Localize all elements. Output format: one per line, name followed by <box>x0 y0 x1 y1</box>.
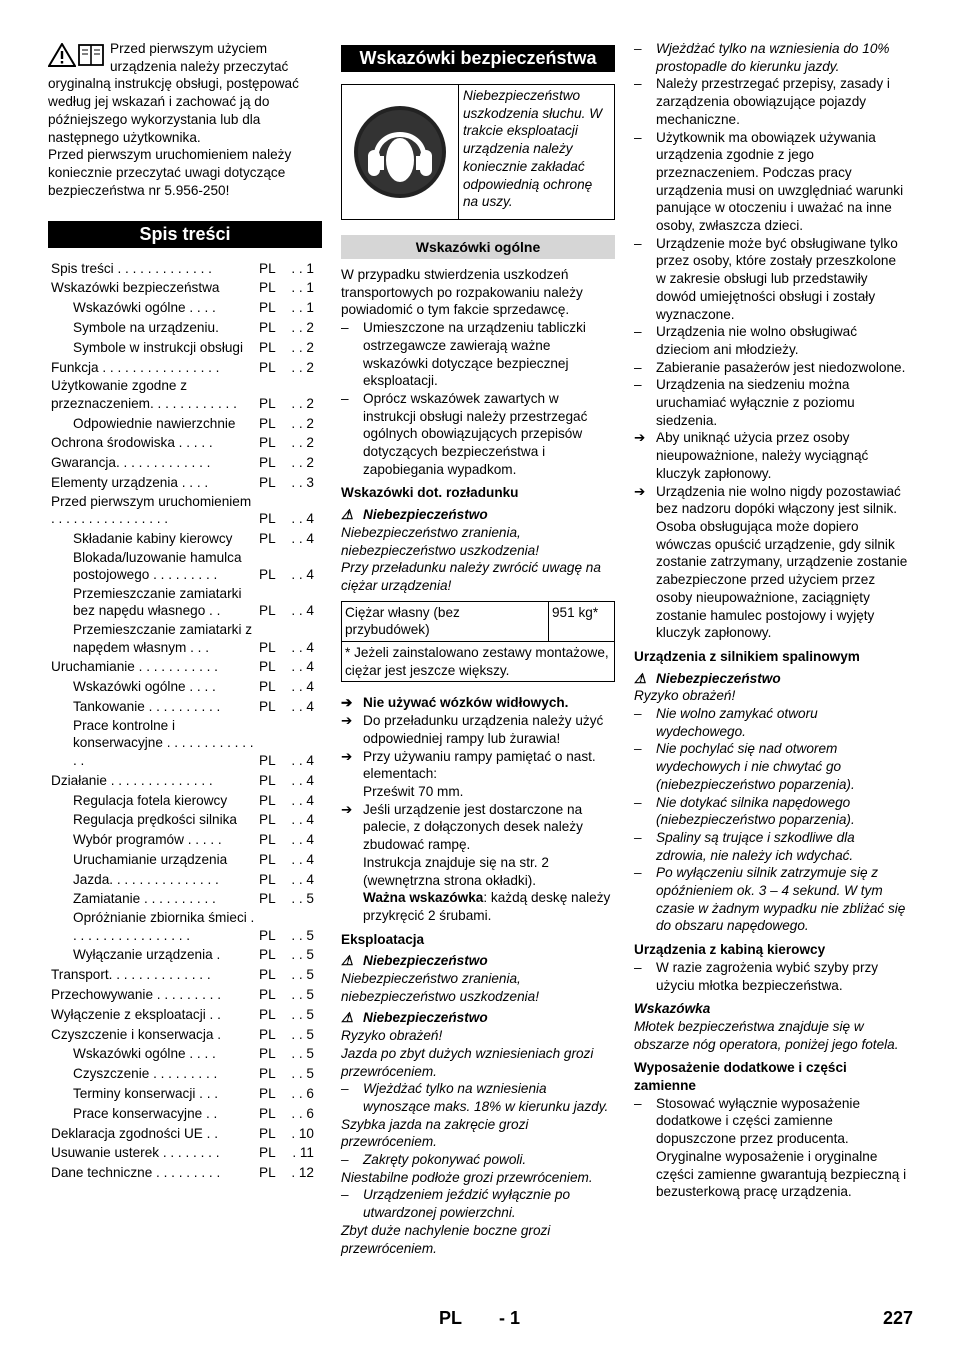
toc-entry[interactable] <box>48 318 322 337</box>
toc-entry-page: . . 4 <box>291 603 314 619</box>
toc-entry-title: Wskazówki ogólne . . . . <box>73 1046 216 1062</box>
engine-item: – Po wyłączeniu silnik zatrzymuje się z opóźnieniem ok. 3 – 4 sekund. W tym czasie w żadnym wypadku nie zbliżać się do obszaru napędowego. <box>634 865 906 934</box>
toc-entry-lang: PL <box>259 567 276 583</box>
engine-item: – Nie pochylać się nad otworem wydechowych i nie chwytać go (niebezpieczeństwo poparzenia). <box>634 741 855 792</box>
toc-entry-title: Regulacja prędkości silnika <box>73 812 237 828</box>
toc-entry-title: Czyszczenie . . . . . . . . . <box>73 1066 218 1082</box>
toc-entry-title: Elementy urządzenia . . . . <box>51 475 209 490</box>
loading-warning-2: Przy przeładunku należy zwrócić uwagę na ciężar urządzenia! <box>341 560 601 593</box>
engine-list <box>634 705 908 935</box>
clearance-text: Prześwit 70 mm. <box>363 783 464 799</box>
toc-entry-title: Blokada/luzowanie hamulca postojowego . . . . . . . . . <box>73 549 242 583</box>
toc-entry-lang: PL <box>259 320 276 336</box>
safety-heading: Wskazówki bezpieczeństwa <box>341 45 615 72</box>
toc-entry[interactable] <box>48 298 322 317</box>
toc-entry-lang: PL <box>259 395 276 411</box>
toc-entry[interactable] <box>48 493 322 528</box>
warning-book-icons <box>48 43 104 67</box>
danger-label: ⚠ Niebezpieczeństwo <box>341 953 488 969</box>
toc-entry-title: Jazda. . . . . . . . . . . . . . . <box>73 871 219 887</box>
toc-entry-title: Regulacja fotela kierowcy <box>73 792 228 808</box>
hearing-warning-box <box>341 84 615 220</box>
toc-entry-page: . . 5 <box>291 1066 314 1082</box>
weight-note: * Jeżeli zainstalowano zestawy montażowe, ciężar jest jeszcze większy. <box>342 642 615 682</box>
toc-entry-page: . . 2 <box>291 395 314 411</box>
footer-subpage: - 1 <box>499 1308 521 1328</box>
toc-entry[interactable] <box>48 869 322 888</box>
rule-item: – Urządzenie może być obsługiwane tylko przez osoby, które zostały przeszkolone w zakresie obsługi lub przedstawiły dowód umiejętności obsługi i zostały wyznaczone. <box>634 235 898 322</box>
toc-entry-lang: PL <box>259 639 276 655</box>
general-item: – Oprócz wskazówek zawartych w instrukcji obsługi należy przestrzegać ogólnych obowiązujących przepisów dotyczących bezpieczeństwa i zapobiegania wypadkom. <box>341 390 588 477</box>
general-heading: Wskazówki ogólne <box>341 235 615 259</box>
toc-entry-lang: PL <box>259 987 276 1003</box>
toc-entry-lang: PL <box>259 435 276 451</box>
toc-entry-lang: PL <box>259 772 276 788</box>
toc-entry[interactable] <box>48 1044 322 1063</box>
general-item: – Umieszczone na urządzeniu tabliczki ostrzegawcze zawierają ważne wskazówki dotyczące bezpiecznej eksploatacji. <box>341 320 586 389</box>
toc-entry-page: . . 2 <box>291 320 314 336</box>
toc-entry[interactable] <box>48 810 322 829</box>
general-intro: W przypadku stwierdzenia uszkodzeń transportowych po rozpakowaniu należy powiadomić o tym fakcie sprzedawcę. <box>341 267 583 318</box>
toc-entry-page: . . 5 <box>291 947 314 963</box>
toc-entry-lang: PL <box>259 280 276 296</box>
toc-entry[interactable] <box>48 1163 322 1182</box>
weight-label: Ciężar własny (bez przybudówek) <box>342 601 549 641</box>
manual-book-icon <box>78 43 104 67</box>
toc-entry-page: . . 3 <box>291 475 314 490</box>
toc-entry-title: Usuwanie usterek . . . . . . . . <box>51 1145 220 1161</box>
toc-entry-page: . . 4 <box>291 752 314 768</box>
toc-entry-lang: PL <box>259 1066 276 1082</box>
toc-entry-title: Składanie kabiny kierowcy <box>73 531 233 546</box>
toc-entry-lang: PL <box>259 475 276 490</box>
toc-entry-title: Wyłączanie urządzenia . <box>73 947 221 963</box>
accessories-heading: Wyposażenie dodatkowe i części zamienne <box>634 1060 847 1094</box>
important-note: Ważna wskazówka: każdą deskę należy przykręcić 2 śrubami. <box>363 890 611 923</box>
toc-entry-title: Terminy konserwacji . . . <box>73 1086 219 1102</box>
toc-entry-page: . . 4 <box>291 792 314 808</box>
rule-item: – Urządzenia nie wolno obsługiwać dzieciom ani młodzieży. <box>634 324 857 357</box>
toc-entry-page: . . 4 <box>291 659 314 675</box>
intro-block <box>48 40 322 199</box>
toc-entry-title: Wskazówki ogólne . . . . <box>73 300 216 316</box>
toc-entry[interactable] <box>48 413 322 432</box>
toc-entry-lang: PL <box>259 659 276 675</box>
toc-entry-page: . . 1 <box>291 280 314 296</box>
toc-entry-title: Deklaracja zgodności UE . . <box>51 1125 218 1141</box>
cabin-item: – W razie zagrożenia wybić szyby przy użyciu młotka bezpieczeństwa. <box>634 959 879 993</box>
operation-heading: Eksploatacja <box>341 931 425 947</box>
toc-entry[interactable] <box>48 657 322 676</box>
toc-entry-title: Opróżnianie zbiornika śmieci . . . . . . . . . . . . . . . . . <box>73 909 255 943</box>
toc-entry-lang: PL <box>259 531 276 546</box>
operation-item: – Wjeżdżać tylko na wzniesienia wynoszące maks. 18% w kierunku jazdy. <box>341 1081 609 1114</box>
operation-text: Szybka jazda na zakręcie grozi przewróceniem. <box>341 1116 529 1150</box>
toc-entry-page: . . 2 <box>291 339 314 355</box>
toc-entry[interactable] <box>48 1024 322 1043</box>
rule-item: – Należy przestrzegać przepisy, zasady i zarządzenia obowiązujące pojazdy mechaniczne. <box>634 76 890 127</box>
toc-entry-page: . . 5 <box>291 927 314 943</box>
toc-entry[interactable] <box>48 850 322 869</box>
toc-entry-title: Przemieszczanie zamiatarki bez napędu własnego . . <box>73 585 242 619</box>
toc-entry[interactable] <box>48 830 322 849</box>
weight-value: 951 kg* <box>549 601 615 641</box>
toc-entry-title: Przemieszczanie zamiatarki z napędem własnym . . . <box>73 621 253 655</box>
toc-entry-title: Spis treści . . . . . . . . . . . . . <box>51 260 212 276</box>
toc-entry[interactable] <box>48 621 322 656</box>
toc-entry-page: . . 5 <box>291 967 314 983</box>
toc-entry-lang: PL <box>259 927 276 943</box>
toc-entry-lang: PL <box>259 339 276 355</box>
toc-heading: Spis treści <box>48 221 322 248</box>
toc-entry-lang: PL <box>259 300 276 316</box>
toc-entry-page: . . 1 <box>291 300 314 316</box>
note-text: Młotek bezpieczeństwa znajduje się w obszarze nóg operatora, poniżej jego fotela. <box>634 1018 899 1052</box>
toc-entry[interactable] <box>48 1084 322 1103</box>
warning-triangle-icon <box>48 43 76 67</box>
toc-entry-lang: PL <box>259 891 276 907</box>
toc-entry[interactable] <box>48 357 322 376</box>
toc-entry-title: Przechowywanie . . . . . . . . . <box>51 987 221 1003</box>
toc-entry-lang: PL <box>259 1086 276 1102</box>
engine-item: – Nie dotykać silnika napędowego (niebezpieczeństwo poparzenia). <box>634 794 855 828</box>
toc-entry-title: Tankowanie . . . . . . . . . . <box>73 699 221 714</box>
toc-entry-page: . . 4 <box>291 679 314 695</box>
toc-entry-page: . . 2 <box>291 359 314 375</box>
toc-entry-title: Symbole w instrukcji obsługi <box>73 339 243 355</box>
toc-entry-title: Wskazówki bezpieczeństwa <box>51 280 220 296</box>
rule-item: – Urządzenia na siedzeniu można uruchamiać wyłącznie z poziomu siedzenia. <box>634 377 855 428</box>
operation-item: – Wjeżdżać tylko na wzniesienia do 10% prostopadle do kierunku jazdy. <box>634 41 890 74</box>
ear-protection-icon <box>352 104 448 200</box>
operation-text: Zbyt duże nachylenie boczne grozi przewróceniem. <box>341 1222 551 1256</box>
toc-entry-title: Dane techniczne . . . . . . . . . <box>51 1165 221 1181</box>
column-left <box>48 40 322 1183</box>
toc-entry-lang: PL <box>259 871 276 887</box>
toc-entry-lang: PL <box>259 699 276 714</box>
toc-entry-page: . . 4 <box>291 832 314 848</box>
toc-entry[interactable] <box>48 965 322 984</box>
injury-risk: Ryzyko obrażeń! <box>634 688 736 704</box>
toc-entry-page: . . 2 <box>291 435 314 451</box>
toc-entry[interactable] <box>48 529 322 548</box>
rule-item: – Użytkownik ma obowiązek używania urządzenia zgodnie z jego przeznaczeniem. Podczas pracy urządzenia musi on uwzględniać warunki panujące w otoczeniu i uważać na inne osoby, zwłaszcza dzieci. <box>634 129 904 234</box>
toc-entry-title: Czyszczenie i konserwacja . <box>51 1026 221 1042</box>
operation-warning: Niebezpieczeństwo zranienia, niebezpieczeństwo uszkodzenia! <box>341 971 539 1004</box>
intro-paragraph-1: Przed pierwszym użyciem urządzenia należy przeczytać oryginalną instrukcję obsługi, postępować według jej wskazań i zachować ją do późniejszego wykorzystania lub dla następnego użytkownika. <box>48 41 299 145</box>
toc-entry[interactable] <box>48 1123 322 1142</box>
toc-entry-page: . . 4 <box>291 639 314 655</box>
toc-entry-lang: PL <box>259 792 276 808</box>
footer-page-number: 227 <box>883 1308 914 1328</box>
toc-entry-title: Przed pierwszym uruchomieniem . . . . . . . . . . . . . . . . <box>51 493 252 527</box>
toc-entry[interactable] <box>48 549 322 584</box>
toc-entry-title: Wskazówki ogólne . . . . <box>73 679 216 695</box>
toc-entry-title: Uruchamianie . . . . . . . . . . . <box>51 659 218 675</box>
toc-entry-lang: PL <box>259 415 276 431</box>
toc-entry-lang: PL <box>259 1145 276 1161</box>
toc-entry[interactable] <box>48 453 322 472</box>
toc-entry-page: . . 6 <box>291 1105 314 1121</box>
toc-entry-lang: PL <box>259 851 276 867</box>
toc-entry-lang: PL <box>259 1006 276 1022</box>
toc-entry[interactable] <box>48 338 322 357</box>
toc-entry[interactable] <box>48 770 322 789</box>
toc-entry[interactable] <box>48 585 322 620</box>
intro-paragraph-2: Przed pierwszym uruchomieniem należy koniecznie przeczytać uwagi dotyczące bezpieczeństwa nr 5.956-250! <box>48 147 292 198</box>
operation-item: – Zakręty pokonywać powoli. <box>341 1152 527 1168</box>
toc-entry[interactable] <box>48 278 322 297</box>
toc-entry-lang: PL <box>259 603 276 619</box>
danger-label: ⚠ Niebezpieczeństwo <box>341 1010 488 1026</box>
toc-entry-page: . . 5 <box>291 987 314 1003</box>
toc-entry[interactable] <box>48 1005 322 1024</box>
rules-list <box>634 75 908 429</box>
toc-entry-title: Transport. . . . . . . . . . . . . . <box>51 967 211 983</box>
toc-entry-title: Ochrona środowiska . . . . . <box>51 435 213 451</box>
toc-entry[interactable] <box>48 473 322 492</box>
toc-entry-lang: PL <box>259 1125 276 1141</box>
toc-entry-page: . . 2 <box>291 455 314 471</box>
toc-entry-lang: PL <box>259 359 276 375</box>
accessories-item: – Stosować wyłącznie wyposażenie dodatkowe i części zamienne dopuszczone przez producenta. Oryginalne wyposażenie i oryginalne części zamienne gwarantują bezpieczną i bezusterkową pracę urządzenia. <box>634 1095 907 1200</box>
loading-heading: Wskazówki dot. rozładunku <box>341 485 519 501</box>
toc-entry-page: . . 4 <box>291 772 314 788</box>
loading-warning-1: Niebezpieczeństwo zranienia, niebezpieczeństwo uszkodzenia! <box>341 524 539 558</box>
toc-entry-title: Działanie . . . . . . . . . . . . . . <box>51 772 213 788</box>
toc-entry-page: . . 4 <box>291 851 314 867</box>
toc-entry-page: . . 4 <box>291 812 314 828</box>
danger-label: ⚠ Niebezpieczeństwo <box>341 507 488 523</box>
toc-entry-lang: PL <box>259 947 276 963</box>
toc-entry-lang: PL <box>259 679 276 695</box>
toc-entry-page: . 11 <box>292 1145 314 1161</box>
toc-entry[interactable] <box>48 377 322 412</box>
toc-entry-title: Odpowiednie nawierzchnie <box>73 415 236 431</box>
engine-item: – Spaliny są trujące i szkodliwe dla zdrowia, nie należy ich wdychać. <box>634 829 855 863</box>
engine-item: – Nie wolno zamykać otworu wydechowego. <box>634 706 818 739</box>
toc-entry[interactable] <box>48 790 322 809</box>
hearing-warning-text: Niebezpieczeństwo uszkodzenia słuchu. W trakcie eksploatacji urządzenia należy koniecznie zakładać odpowiednią ochronę na uszy. <box>463 88 603 210</box>
toc-entry-page: . 10 <box>291 1125 314 1141</box>
toc-entry[interactable] <box>48 1104 322 1123</box>
cabin-heading: Urządzenia z kabiną kierowcy <box>634 942 826 958</box>
toc-entry-page: . . 5 <box>291 1006 314 1022</box>
key-list <box>634 429 908 641</box>
operation-text: Niestabilne podłoże grozi przewróceniem. <box>341 1169 593 1185</box>
toc-entry[interactable] <box>48 258 322 277</box>
toc-entry[interactable] <box>48 945 322 964</box>
toc-entry-page: . . 4 <box>291 567 314 583</box>
instruction-ref: Instrukcja znajduje się na str. 2 (wewnętrzna strona okładki). <box>363 854 549 888</box>
toc-entry-title: Użytkowanie zgodne z przeznaczeniem. . . . . . . . . . . . <box>51 378 237 411</box>
toc-entry-lang: PL <box>259 511 276 527</box>
toc-entry-page: . . 5 <box>291 1026 314 1042</box>
column-middle <box>341 40 615 1257</box>
toc-entry-lang: PL <box>259 1165 276 1181</box>
arrow-item: ➔ Jeśli urządzenie jest dostarczone na palecie, z dołączonych desek należy zbudować rampę. <box>341 801 583 853</box>
engine-heading: Urządzenia z silnikiem spalinowym <box>634 648 860 664</box>
operation-text: Jazda po zbyt dużych wzniesieniach grozi przewróceniem. <box>341 1045 594 1079</box>
toc-entry-lang: PL <box>259 832 276 848</box>
toc-entry-title: Gwarancja. . . . . . . . . . . . . <box>51 455 211 471</box>
toc-entry[interactable] <box>48 697 322 716</box>
hearing-icon-cell <box>342 85 459 219</box>
toc-entry-lang: PL <box>259 455 276 471</box>
toc-entry-page: . . 2 <box>291 415 314 431</box>
toc-entry-title: Uruchamianie urządzenia <box>73 851 228 867</box>
toc-entry-title: Zamiatanie . . . . . . . . . . <box>73 891 216 907</box>
toc-entry[interactable] <box>48 889 322 908</box>
toc-entry-lang: PL <box>259 1046 276 1062</box>
toc-entry[interactable] <box>48 1064 322 1083</box>
toc-entry-page: . . 4 <box>291 511 314 527</box>
toc-entry-title: Prace konserwacyjne . . <box>73 1105 218 1121</box>
key-item: ➔ Urządzenia nie wolno nigdy pozostawiać bez nadzoru dopóki włączony jest silnik. Osoba obsługująca może dopiero wówczas opuścić urządzenie, gdy silnik zostanie zatrzymany, urządzenie zostanie zabezpieczone przed użyciem przez osoby nieupoważnione, zaciągnięty zostanie hamulec postojowy i wyjęty kluczyk zapłonowy. <box>634 483 908 641</box>
danger-label: ⚠ Niebezpieczeństwo <box>634 670 781 686</box>
arrow-item: ➔ Przy używaniu rampy pamiętać o nast. elementach: <box>341 748 596 782</box>
toc-entry[interactable] <box>48 717 322 770</box>
toc-entry[interactable] <box>48 1143 322 1162</box>
toc-entry[interactable] <box>48 433 322 452</box>
toc-entry[interactable] <box>48 909 322 944</box>
toc-entry-page: . 12 <box>291 1165 314 1181</box>
toc-entry-title: Wyłączenie z eksploatacji . . <box>51 1006 221 1022</box>
toc-entry-lang: PL <box>259 1026 276 1042</box>
toc-entry-lang: PL <box>259 1105 276 1121</box>
toc-entry-page: . . 4 <box>291 531 314 546</box>
toc-entry-page: . . 4 <box>291 871 314 887</box>
toc-entry-lang: PL <box>259 812 276 828</box>
injury-risk: Ryzyko obrażeń! <box>341 1028 443 1044</box>
toc-entry-lang: PL <box>259 752 276 768</box>
toc-entry-page: . . 6 <box>291 1086 314 1102</box>
toc-entry-page: . . 5 <box>291 1046 314 1062</box>
toc-entry[interactable] <box>48 677 322 696</box>
table-of-contents <box>48 258 322 1182</box>
toc-entry-lang: PL <box>259 260 276 276</box>
toc-entry-title: Symbole na urządzeniu. <box>73 320 219 336</box>
toc-entry-page: . . 1 <box>291 260 314 276</box>
arrow-item: ➔ Nie używać wózków widłowych. <box>341 695 569 711</box>
toc-entry-title: Wybór programów . . . . . <box>73 832 222 848</box>
operation-item: – Urządzeniem jeździć wyłącznie po utwardzonej powierzchni. <box>341 1187 571 1221</box>
toc-entry[interactable] <box>48 985 322 1004</box>
rule-item: – Zabieranie pasażerów jest niedozwolone. <box>634 359 906 375</box>
weight-table <box>341 601 615 683</box>
column-right <box>634 40 908 1201</box>
toc-entry-page: . . 4 <box>291 699 314 714</box>
footer-lang: PL <box>439 1308 463 1328</box>
toc-entry-title: Funkcja . . . . . . . . . . . . . . . . <box>51 359 220 375</box>
toc-entry-title: Prace kontrolne i konserwacyjne . . . . . . . . . . . . . . <box>73 717 254 768</box>
note-heading: Wskazówka <box>634 1001 711 1017</box>
toc-entry-page: . . 5 <box>291 891 314 907</box>
arrow-item: ➔ Do przeładunku urządzenia należy użyć odpowiedniej rampy lub żurawia! <box>341 713 604 746</box>
toc-entry-lang: PL <box>259 967 276 983</box>
key-item: ➔ Aby uniknąć użycia przez osoby nieupoważnione, należy wyciągnąć kluczyk zapłonowy. <box>634 430 869 481</box>
